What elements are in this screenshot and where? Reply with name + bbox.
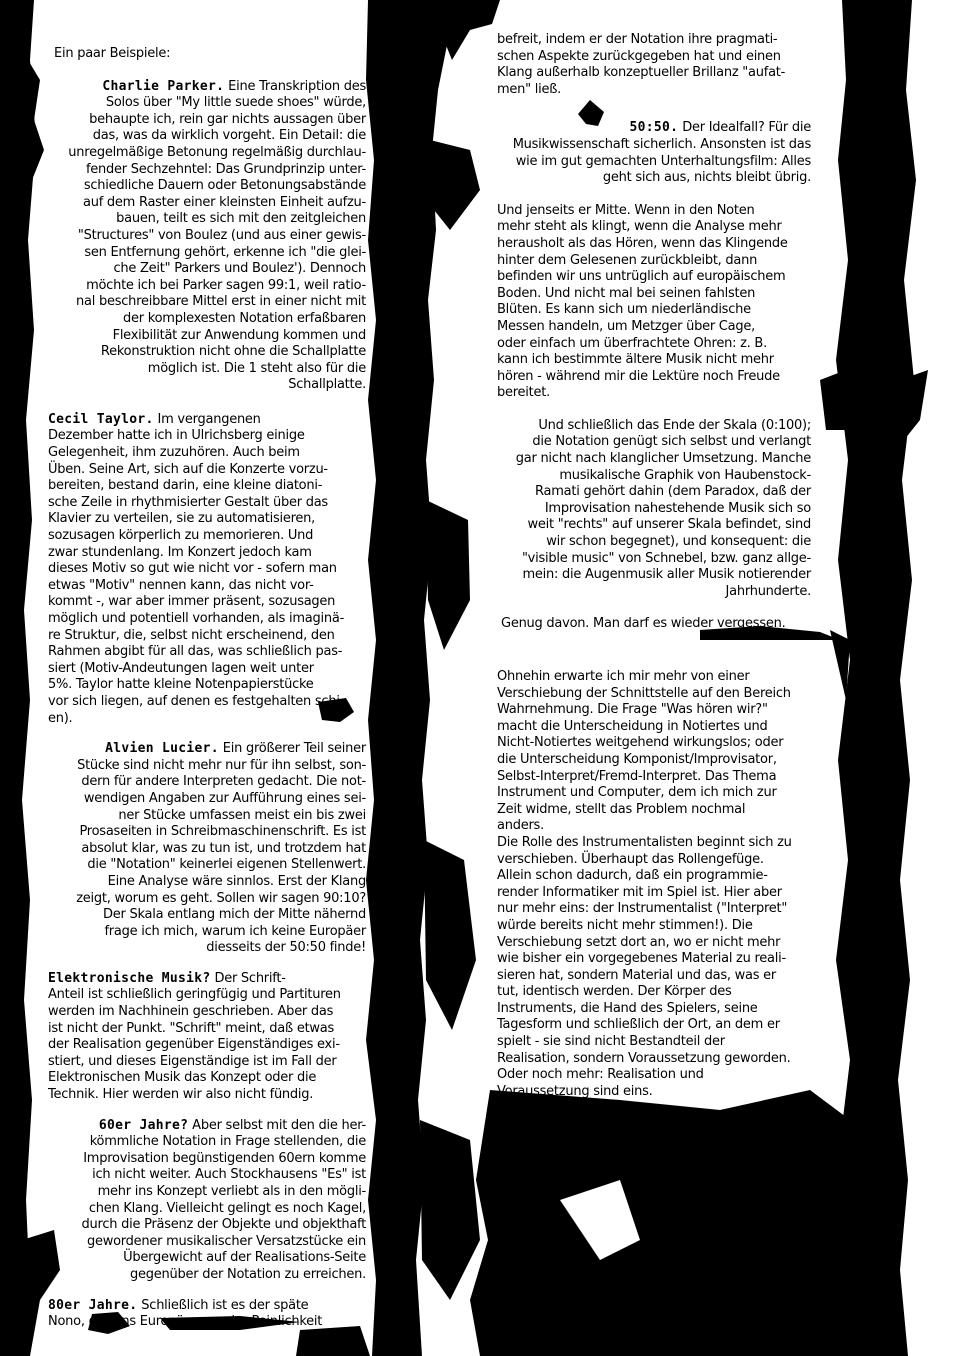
text-line: 5%. Taylor hatte kleine Notenpapierstücke (48, 677, 314, 693)
text-line: herausholt als das Hören, wenn das Klingende (497, 235, 788, 251)
text-line: die Notation genügt sich selbst und verlangt (532, 434, 811, 450)
text-line: Verschiebung setzt dort an, wo er nicht mehr (497, 934, 781, 950)
text-line: das, was da wirklich vorgeht. Ein Detail: die (92, 128, 366, 144)
text-line: Musikwissenschaft sicherlich. Ansonsten ist das (512, 136, 811, 152)
section-charlie-parker (48, 79, 366, 394)
text-line: wir schon begegnet), und konsequent: die (546, 534, 811, 550)
text-line: Wahrnehmung. Die Frage "Was hören wir?" (497, 702, 768, 718)
section-80er-jahre (48, 1298, 366, 1331)
text-line: zwar stundenlang. Im Konzert jedoch kam (48, 544, 312, 560)
text-line: tut, identisch werden. Der Körper des (497, 984, 732, 1000)
text-line: ner Stücke umfassen meist ein bis zwei (118, 807, 366, 823)
text-line: Ein größerer Teil seiner (222, 741, 366, 757)
text-line: Klang außerhalb konzeptueller Brillanz "aufat- (497, 65, 786, 81)
text-line: Technik. Hier werden wir also nicht fündig. (48, 1087, 314, 1103)
text-line: dieses Motiv so gut wie nicht vor - sofern man (48, 561, 337, 577)
text-line: Prosaseiten in Schreibmaschinenschrift. Es ist (79, 824, 366, 840)
text-line: sieren hat, sondern Material und das, was er (497, 967, 776, 983)
text-line: Oder noch mehr: Realisation und (497, 1067, 704, 1083)
right-column (497, 32, 811, 1100)
text-line: Elektronischen Musik das Konzept oder die (48, 1070, 317, 1086)
text-line: zeigt, worum es geht. Sollen wir sagen 90:10? (76, 890, 366, 906)
text-line: macht die Unterscheidung in Notiertes und (497, 718, 768, 734)
text-line: befreit, indem er der Notation ihre pragmati- (497, 32, 778, 47)
genug-line: Genug davon. Man darf es wieder vergessen. (501, 616, 786, 632)
text-line: diesseits der 50:50 finde! (206, 940, 366, 956)
text-line: Blüten. Es kann sich um niederländische (497, 302, 751, 318)
text-line: hören - während mir die Lektüre noch Freude (497, 368, 780, 384)
section-cecil-taylor (48, 412, 366, 727)
text-line: Eine Analyse wäre sinnlos. Erst der Klang (107, 873, 366, 889)
text-line: Nono, der uns Europäer aus der Peinlichkeit (48, 1314, 323, 1330)
text-line: dern für andere Interpreten gedacht. Die not- (81, 774, 366, 790)
text-line: bauen, teilt es sich mit den zeitgleichen (116, 211, 366, 227)
continuation-paragraph (497, 32, 811, 98)
text-line: hinter dem Gelesenen zurückbleibt, dann (497, 252, 758, 268)
text-line: Selbst-Interpret/Fremd-Interpret. Das Thema (497, 768, 777, 784)
text-line: bereitet. (497, 385, 550, 401)
text-line: weit "rechts" auf unserer Skala befindet, sind (527, 517, 811, 533)
text-line: gewordener musikalischer Versatzstücke ein (86, 1233, 366, 1249)
section-keyword: Alvien Lucier. (105, 741, 219, 757)
text-line: Im vergangenen (157, 411, 261, 427)
text-line: Üben. Seine Art, sich auf die Konzerte vorzu- (48, 461, 328, 477)
intro-line: Ein paar Beispiele: (54, 46, 171, 61)
text-line: Gelegenheit, ihm zuzuhören. Auch beim (48, 445, 300, 461)
text-line: würde bereits nicht mehr stimmen!). Die (497, 917, 753, 933)
text-line: Nicht-Notiertes weitgehend wirkungslos; oder (497, 735, 784, 751)
text-line: Instruments, die Hand des Spielers, seine (497, 1000, 758, 1016)
text-line: gegenüber der Notation zu erreichen. (130, 1266, 366, 1282)
text-line: kommt -, war aber immer präsent, sozusagen (48, 594, 336, 610)
text-line: die "Notation" keinerlei eigenen Stellenwert. (87, 857, 366, 873)
text-line: render Informatiker mit im Spiel ist. Hier aber (497, 884, 782, 900)
text-line: Dezember hatte ich in Ulrichsberg einige (48, 428, 305, 444)
text-line: befinden wir uns untrüglich auf europäischem (497, 269, 786, 285)
text-line: wendigen Angaben zur Aufführung eines sei- (83, 790, 366, 806)
text-line: stiert, und dieses Eigenständige ist im Fall der (48, 1053, 337, 1069)
text-line: ist nicht der Punkt. "Schrift" meint, daß etwas (48, 1020, 335, 1036)
text-line: Improvisation nahestehende Musik sich so (544, 500, 811, 516)
text-line: durch die Präsenz der Objekte und objekthaft (81, 1217, 366, 1233)
text-line: wie bisher ein vorgegebenes Material zu reali- (497, 951, 786, 967)
text-line: men" ließ. (497, 81, 562, 97)
section-keyword: 60er Jahre? (98, 1117, 189, 1133)
text-line: möglich ist. Die 1 steht also für die (147, 360, 366, 376)
text-line: Aber selbst mit den die her- (192, 1117, 366, 1133)
text-line: werden im Nachhinein geschrieben. Aber das (48, 1004, 334, 1020)
text-line: chen Klang. Vielleicht gelingt es noch Kagel, (88, 1200, 366, 1216)
text-line: Allein schon dadurch, daß ein programmie- (497, 868, 768, 884)
text-line: Der Idealfall? Für die (682, 120, 811, 136)
text-line: Und jenseits er Mitte. Wenn in den Noten (497, 202, 755, 218)
text-line: frage ich mich, warum ich keine Europäer (104, 923, 366, 939)
text-line: Der Skala entlang mich der Mitte nähernd (103, 907, 366, 923)
text-line: Übergewicht auf der Realisations-Seite (123, 1250, 366, 1266)
text-line: mehr ins Konzept verliebt als in den mögli- (97, 1184, 366, 1199)
text-line: auf dem Raster einer kleinsten Einheit aufzu- (82, 194, 366, 210)
text-line: Ohnehin erwarte ich mir mehr von einer (497, 669, 750, 684)
section-keyword: 80er Jahre. (48, 1297, 138, 1313)
text-line: unregelmäßige Betonung regelmäßig durchlau- (68, 144, 366, 160)
text-line: Ramati gehört dahin (dem Paradox, daß der (535, 484, 811, 500)
text-line: siert (Motiv-Andeutungen lagen weit unter (48, 660, 314, 676)
text-line: spielt - sie sind nicht Bestandteil der (497, 1034, 725, 1050)
text-line: bereiten, bestand darin, eine kleine diatoni- (48, 478, 323, 494)
text-line: oder einfach um überfrachtete Ohren: z. B. (497, 335, 767, 351)
text-line: geht sich aus, nichts bleibt übrig. (602, 170, 811, 186)
text-line: möglich und potentiell vorhanden, als imaginä- (48, 611, 345, 626)
section-keyword: 50:50. (629, 120, 679, 136)
text-line: Solos über "My little suede shoes" würde, (105, 95, 366, 111)
text-line: Tagesform und schließlich der Ort, an dem er (497, 1017, 780, 1033)
text-line: Klavier zu verteilen, sie zu automatisieren, (48, 511, 316, 527)
paragraph-ende-der-skala (497, 418, 811, 601)
text-line: gar nicht nach klanglicher Umsetzung. Manche (515, 451, 811, 467)
text-line: Voraussetzung sind eins. (497, 1083, 653, 1099)
paragraph-ohnehin (497, 669, 811, 1100)
text-line: mein: die Augenmusik aller Musik notierender (522, 567, 811, 583)
text-line: Stücke sind nicht mehr nur für ihn selbst, son- (77, 757, 366, 773)
text-line: Schließlich ist es der späte (141, 1297, 309, 1313)
text-line: mehr steht als klingt, wenn die Analyse mehr (497, 219, 782, 235)
text-line: Improvisation begünstigenden 60ern komme (83, 1150, 366, 1166)
text-line: Der Schrift- (214, 970, 286, 986)
text-line: Schallplatte. (288, 377, 366, 393)
text-line: Boden. Und nicht mal bei seinen fahlsten (497, 285, 756, 301)
text-line: musikalische Graphik von Haubenstock- (559, 467, 811, 483)
text-line: fender Sechzehntel: Das Grundprinzip unter- (85, 161, 366, 177)
section-keyword: Elektronische Musik? (48, 970, 211, 986)
text-line: Verschiebung der Schnittstelle auf den Bereich (497, 685, 791, 701)
text-line: wie im gut gemachten Unterhaltungsfilm: Alles (515, 153, 811, 169)
text-line: Und schließlich das Ende der Skala (0:100); (538, 417, 811, 433)
paragraph-jenseits (497, 203, 811, 402)
text-line: Die Rolle des Instrumentalisten beginnt sich zu (497, 834, 792, 850)
text-line: Flexibilität zur Anwendung kommen und (112, 327, 366, 343)
text-line: Eine Transkription des (228, 78, 366, 94)
text-line: Rekonstruktion nicht ohne die Schallplatte (100, 344, 366, 360)
text-line: "Structures" von Boulez (und aus einer gewis- (77, 227, 366, 243)
text-line: nal beschreibbare Mittel erst in einer nicht mit (76, 294, 366, 310)
text-line: möchte ich bei Parker sagen 99:1, weil ratio- (86, 277, 366, 293)
text-line: sozusagen körperlich zu memorieren. Und (48, 528, 314, 544)
section-50-50 (497, 120, 811, 186)
text-line: Realisation, sondern Voraussetzung geworden. (497, 1050, 791, 1066)
text-line: sen Entfernung gehört, erkenne ich "die glei- (84, 244, 366, 260)
text-line: re Struktur, die, selbst nicht erscheinend, den (48, 627, 335, 643)
text-line: vor sich liegen, auf denen es festgehalten schi- (48, 693, 345, 709)
text-line: anders. (497, 818, 544, 834)
text-line: Rahmen abgibt für all das, was schließlich pas- (48, 644, 343, 660)
text-line: der Realisation gegenüber Eigenständiges exi- (48, 1037, 340, 1053)
text-line: kömmliche Notation in Frage stellenden, die (89, 1134, 366, 1150)
text-line: nur mehr eins: der Instrumentalist ("Interpret" (497, 901, 788, 917)
text-line: sche Zeile in rhythmisierter Gestalt über das (48, 494, 328, 510)
text-line: absolut klar, was zu tun ist, und trotzdem hat (81, 840, 366, 856)
text-line: die Unterscheidung Komponist/Improvisator, (497, 751, 777, 767)
text-line: Instrument und Computer, dem ich mich zur (497, 785, 777, 801)
text-line: en). (48, 710, 73, 726)
section-60er-jahre (48, 1118, 366, 1284)
text-line: etwas "Motiv" nennen kann, das nicht vor- (48, 577, 314, 593)
text-line: "visible music" von Schnebel, bzw. ganz allge- (521, 550, 811, 566)
text-line: schen Aspekte zurückgegeben hat und einen (497, 48, 781, 64)
section-alvien-lucier (48, 741, 366, 957)
text-line: behaupte ich, rein gar nichts aussagen über (89, 111, 366, 127)
text-line: Jahrhunderte. (725, 583, 811, 599)
text-line: schiedliche Dauern oder Betonungsabstände (83, 178, 366, 194)
section-elektronische-musik (48, 971, 366, 1104)
section-keyword: Charlie Parker. (102, 78, 225, 94)
text-line: che Zeit" Parkers und Boulez'). Dennoch (113, 261, 366, 277)
left-column (48, 46, 366, 1331)
text-line: verschieben. Überhaupt das Rollengefüge. (497, 851, 764, 867)
text-line: Messen handeln, um Metzger über Cage, (497, 318, 755, 334)
text-line: ich nicht weiter. Auch Stockhausens "Es" ist (92, 1167, 366, 1183)
section-keyword: Cecil Taylor. (48, 411, 154, 427)
text-line: Zeit widme, stellt das Problem nochmal (497, 801, 746, 817)
text-line: Anteil ist schließlich geringfügig und Partituren (48, 987, 341, 1003)
text-line: der komplexesten Notation erfaßbaren (123, 310, 366, 326)
text-line: kann ich bestimmte ältere Musik nicht mehr (497, 352, 774, 368)
